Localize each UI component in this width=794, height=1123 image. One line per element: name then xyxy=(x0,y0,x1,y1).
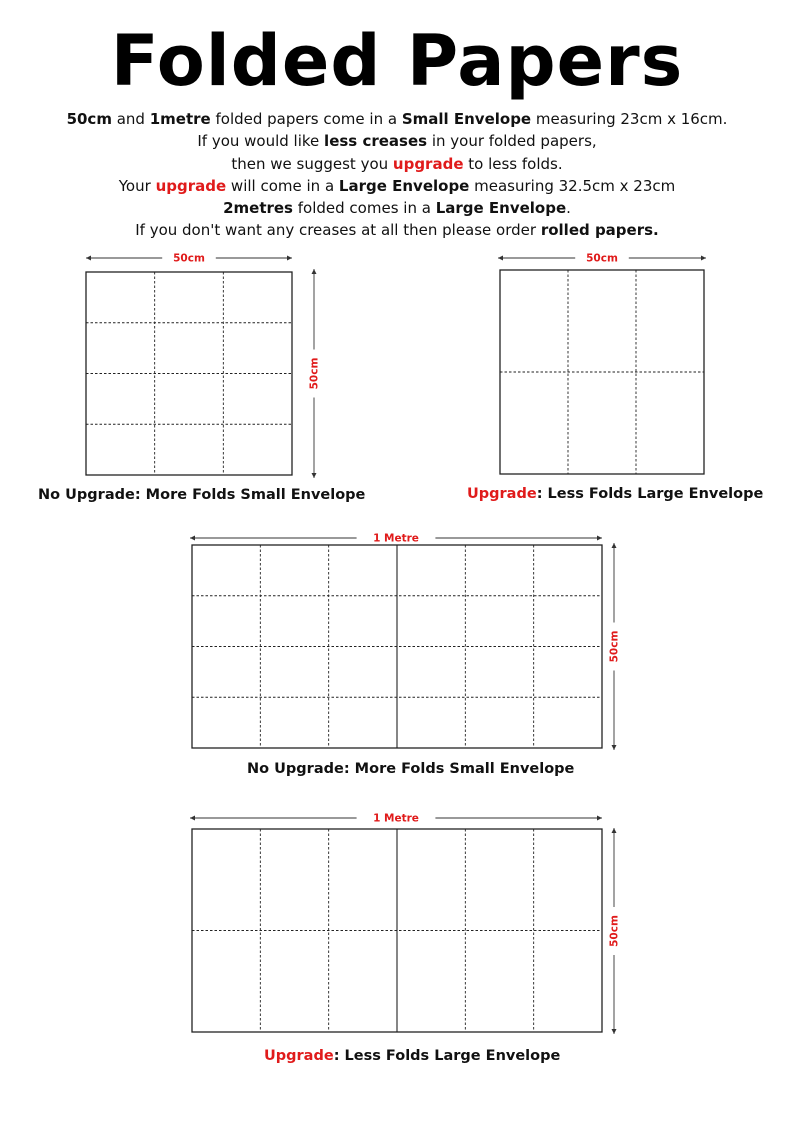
arrowhead-right-icon xyxy=(597,816,602,821)
arrowhead-left-icon xyxy=(190,816,195,821)
intro-line-6: If you don't want any creases at all then please order rolled papers. xyxy=(135,221,659,240)
diagram-3-caption: No Upgrade: More Folds Small Envelope xyxy=(247,761,575,777)
page-title: Folded Papers xyxy=(110,20,684,102)
intro-line-2: If you would like less creases in your folded papers, xyxy=(197,132,597,151)
width-dimension-label: 50cm xyxy=(173,252,205,265)
width-dimension-label: 1 Metre xyxy=(373,532,419,545)
diagram-2-caption: Upgrade: Less Folds Large Envelope xyxy=(467,486,764,502)
height-dimension-label: 50cm xyxy=(608,630,621,663)
diagram-1-caption: No Upgrade: More Folds Small Envelope xyxy=(38,487,366,503)
diagram-4-caption: Upgrade: Less Folds Large Envelope xyxy=(264,1048,561,1064)
width-dimension-label: 1 Metre xyxy=(373,812,419,825)
intro-line-3: then we suggest you upgrade to less folds. xyxy=(231,154,563,173)
arrowhead-up-icon xyxy=(612,828,617,833)
height-dimension-label: 50cm xyxy=(308,357,321,390)
arrowhead-down-icon xyxy=(612,1029,617,1034)
intro-line-4: Your upgrade will come in a Large Envelope measuring 32.5cm x 23cm xyxy=(118,176,676,195)
intro-line-1: 50cm and 1metre folded papers come in a Small Envelope measuring 23cm x 16cm. xyxy=(66,110,728,128)
intro-line-5: 2metres folded comes in a Large Envelope. xyxy=(223,199,571,218)
height-dimension-label: 50cm xyxy=(608,915,621,947)
width-dimension-label: 50cm xyxy=(586,252,618,265)
